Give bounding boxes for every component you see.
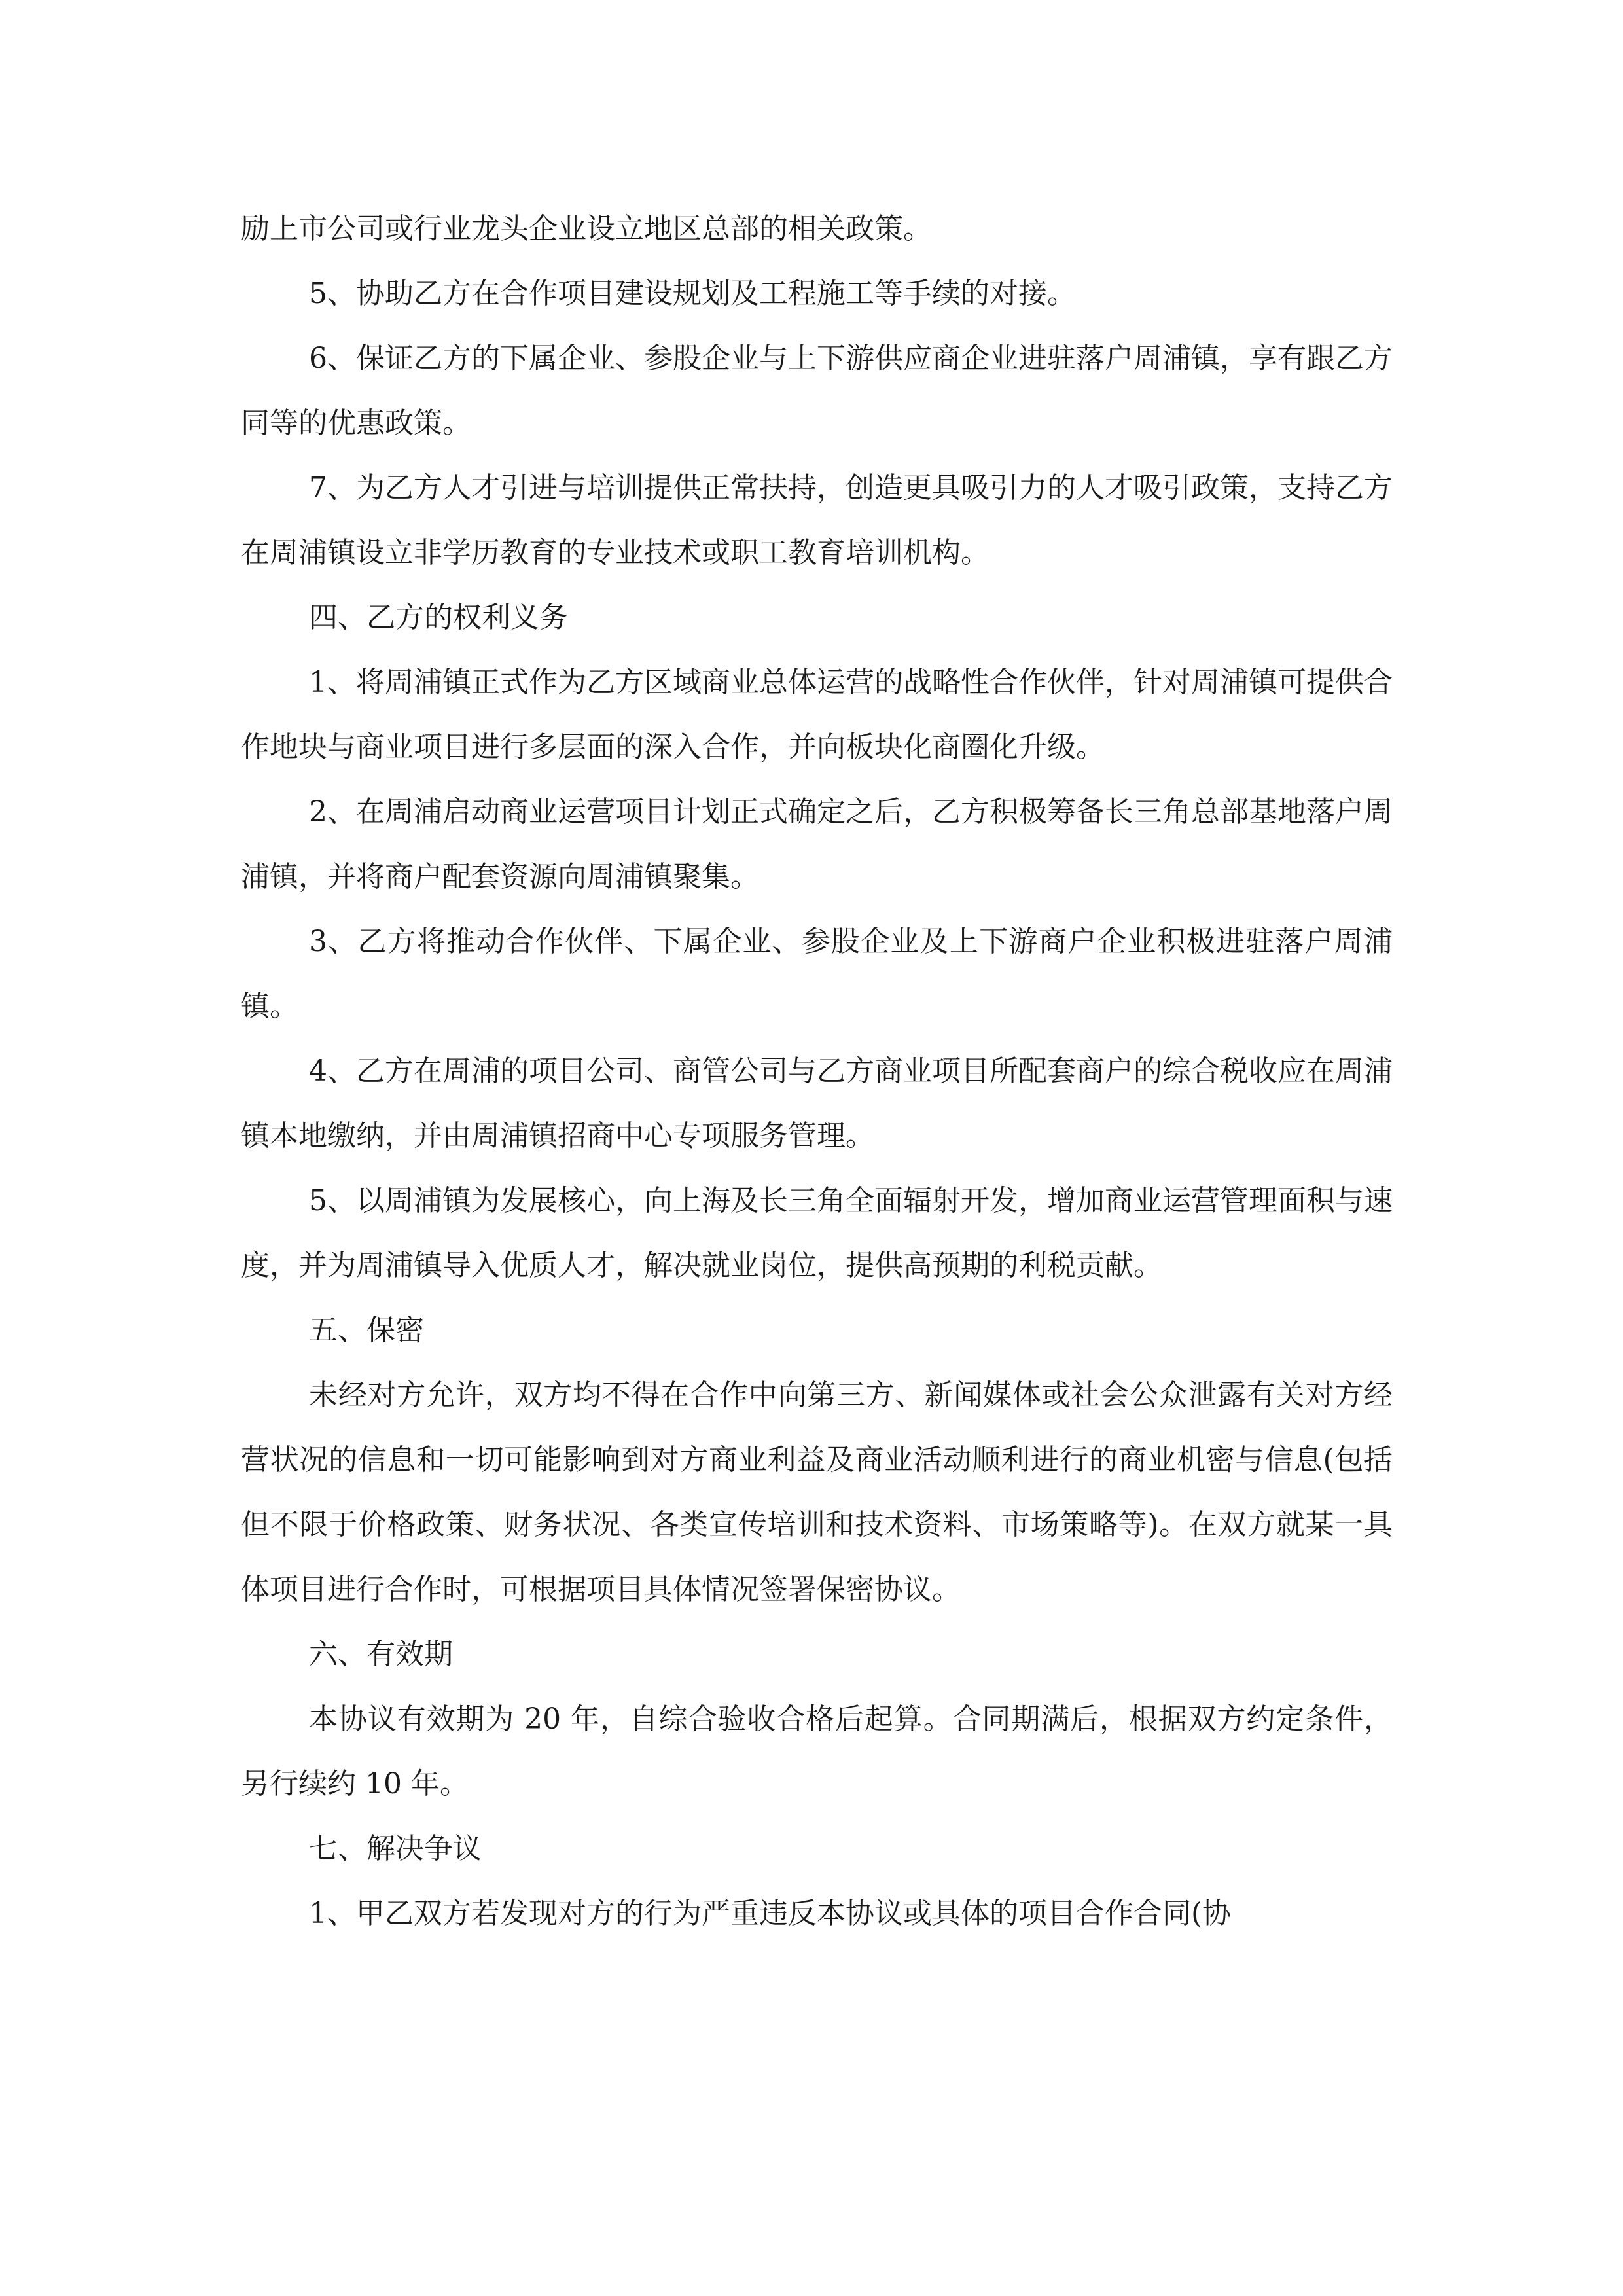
paragraph-item-6: 6、保证乙方的下属企业、参股企业与上下游供应商企业进驻落户周浦镇，享有跟乙方同等的优惠政策。 (241, 342, 1393, 440)
paragraph-continuation: 励上市公司或行业龙头企业设立地区总部的相关政策。 (241, 212, 932, 245)
section-heading-6: 六、有效期 (309, 1638, 453, 1671)
section-heading-4: 四、乙方的权利义务 (309, 601, 568, 634)
paragraph-validity: 本协议有效期为 20 年，自综合验收合格后起算。合同期满后，根据双方约定条件，另行续约 10 年。 (241, 1702, 1393, 1801)
paragraph-item-7: 7、为乙方人才引进与培训提供正常扶持，创造更具吸引力的人才吸引政策，支持乙方在周浦镇设立非学历教育的专业技术或职工教育培训机构。 (241, 471, 1393, 569)
paragraph-party-b-2: 2、在周浦启动商业运营项目计划正式确定之后，乙方积极筹备长三角总部基地落户周浦镇，并将商户配套资源向周浦镇聚集。 (241, 795, 1393, 893)
paragraph-party-b-4: 4、乙方在周浦的项目公司、商管公司与乙方商业项目所配套商户的综合税收应在周浦镇本地缴纳，并由周浦镇招商中心专项服务管理。 (241, 1054, 1393, 1153)
paragraph-party-b-1: 1、将周浦镇正式作为乙方区域商业总体运营的战略性合作伙伴，针对周浦镇可提供合作地块与商业项目进行多层面的深入合作，并向板块化商圈化升级。 (241, 666, 1393, 764)
document-body (241, 196, 1393, 1946)
section-heading-5: 五、保密 (309, 1314, 424, 1347)
paragraph-confidentiality: 未经对方允许，双方均不得在合作中向第三方、新闻媒体或社会公众泄露有关对方经营状况的信息和一切可能影响到对方商业利益及商业活动顺利进行的商业机密与信息(包括但不限于价格政策、财务状况、各类宣传培训和技术资料、市场策略等)。在双方就某一具体项目进行合作时，可根据项目具体情况签署保密协议。 (241, 1378, 1393, 1606)
paragraph-dispute-1: 1、甲乙双方若发现对方的行为严重违反本协议或具体的项目合作合同(协 (309, 1897, 1232, 1930)
paragraph-item-5: 5、协助乙方在合作项目建设规划及工程施工等手续的对接。 (309, 277, 1076, 310)
paragraph-party-b-5: 5、以周浦镇为发展核心，向上海及长三角全面辐射开发，增加商业运营管理面积与速度，并为周浦镇导入优质人才，解决就业岗位，提供高预期的利税贡献。 (241, 1184, 1393, 1282)
paragraph-party-b-3: 3、乙方将推动合作伙伴、下属企业、参股企业及上下游商户企业积极进驻落户周浦镇。 (241, 925, 1393, 1023)
section-heading-7: 七、解决争议 (309, 1832, 482, 1865)
